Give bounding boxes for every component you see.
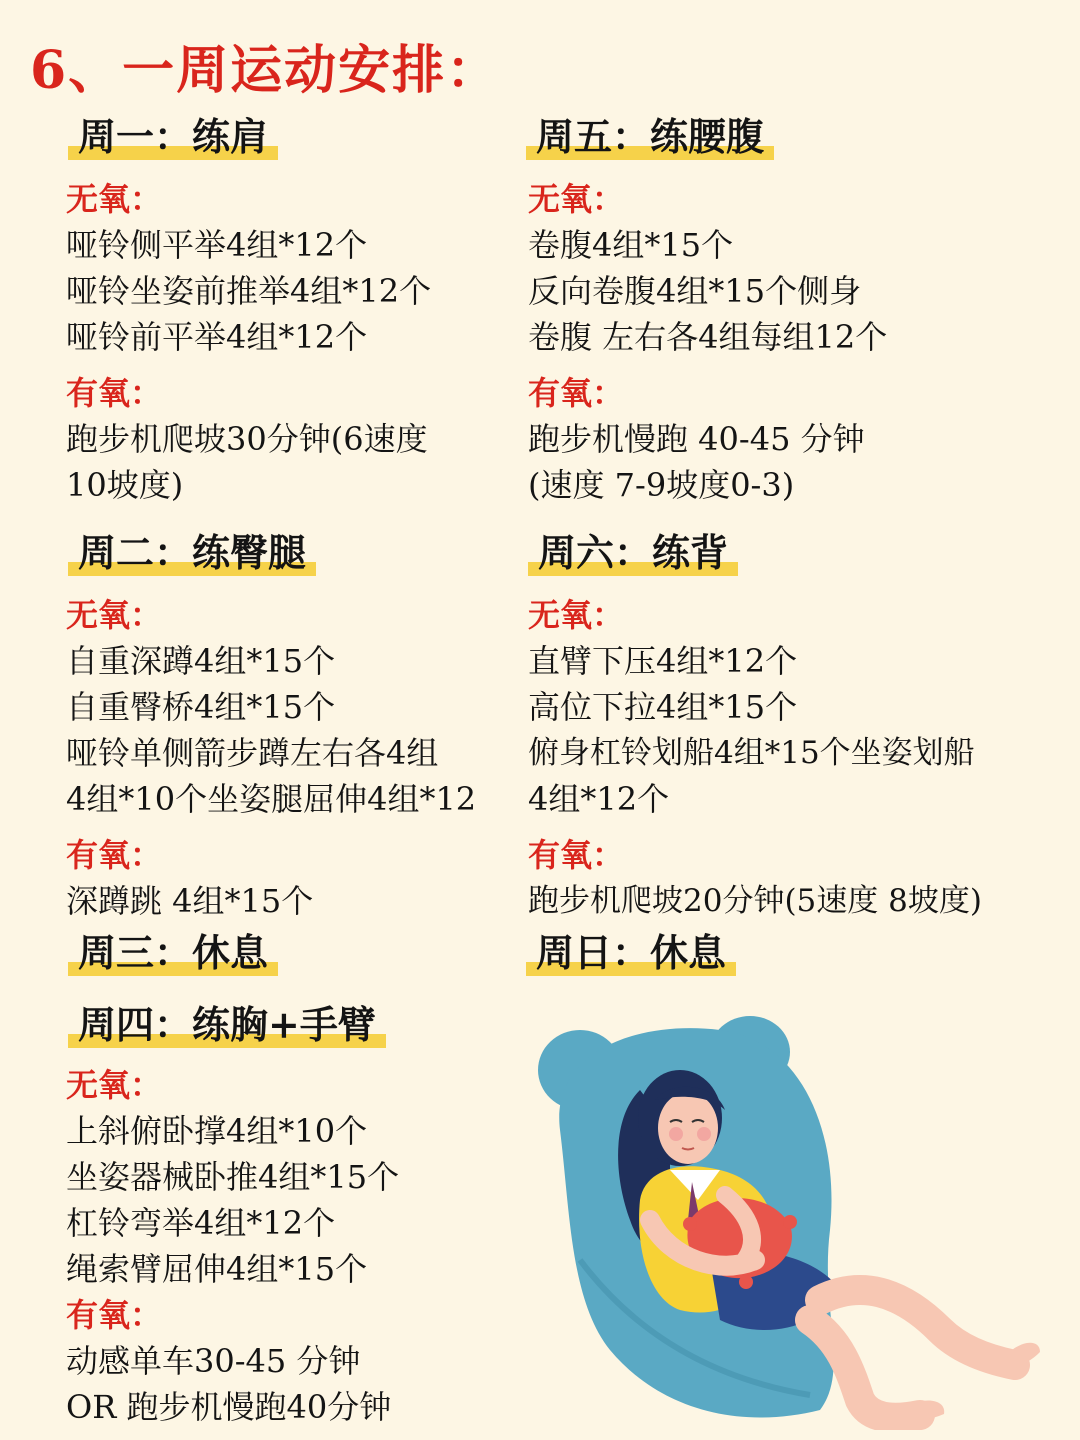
- day-friday: [526, 110, 774, 164]
- exercise-line: 哑铃侧平举4组*12个: [66, 226, 368, 264]
- aerobic-label: 有氧：: [66, 374, 163, 412]
- monday-content: [66, 176, 431, 508]
- exercise-line: 直臂下压4组*12个: [528, 642, 798, 680]
- exercise-line: 上斜俯卧撑4组*10个: [66, 1112, 368, 1150]
- tuesday-content: [66, 592, 476, 924]
- exercise-line: 哑铃前平举4组*12个: [66, 318, 368, 356]
- aerobic-label: 有氧：: [66, 836, 163, 874]
- day-tuesday: [68, 526, 316, 580]
- anaerobic-label: 无氧：: [528, 596, 625, 634]
- anaerobic-label: 无氧：: [66, 1066, 163, 1104]
- exercise-line: (速度 7-9坡度0-3): [528, 466, 795, 504]
- exercise-line: 动感单车30-45 分钟: [66, 1342, 361, 1380]
- day-heading-sunday: 周日：休息: [526, 926, 736, 980]
- saturday-content: [528, 592, 982, 924]
- resting-girl-illustration: [520, 1010, 1060, 1430]
- day-heading-tuesday: 周二：练臀腿: [68, 526, 316, 580]
- exercise-line: 坐姿器械卧推4组*15个: [66, 1158, 400, 1196]
- aerobic-label: 有氧：: [528, 374, 625, 412]
- exercise-line: 杠铃弯举4组*12个: [66, 1204, 336, 1242]
- day-heading-friday: 周五：练腰腹: [526, 110, 774, 164]
- exercise-line: 哑铃坐姿前推举4组*12个: [66, 272, 432, 310]
- aerobic-label: 有氧：: [66, 1296, 163, 1334]
- page-title: 6、一周运动安排：: [30, 40, 501, 101]
- thursday-content: [66, 1062, 399, 1430]
- exercise-line: 卷腹 左右各4组每组12个: [528, 318, 888, 356]
- anaerobic-label: 无氧：: [66, 596, 163, 634]
- exercise-line: 深蹲跳 4组*15个: [66, 882, 314, 920]
- day-heading-thursday: 周四：练胸+手臂: [68, 998, 386, 1052]
- day-sunday: [526, 926, 736, 980]
- anaerobic-label: 无氧：: [66, 180, 163, 218]
- exercise-line: OR 跑步机慢跑40分钟: [66, 1388, 392, 1426]
- day-heading-monday: 周一：练肩: [68, 110, 278, 164]
- day-heading-saturday: 周六：练背: [528, 526, 738, 580]
- aerobic-label: 有氧：: [528, 836, 625, 874]
- exercise-line: 10坡度): [66, 466, 184, 504]
- exercise-line: 4组*10个坐姿腿屈伸4组*12: [66, 780, 477, 818]
- friday-content: [528, 176, 887, 508]
- exercise-line: 自重深蹲4组*15个: [66, 642, 336, 680]
- exercise-line: 自重臀桥4组*15个: [66, 688, 336, 726]
- exercise-line: 跑步机慢跑 40-45 分钟: [528, 420, 865, 458]
- exercise-line: 绳索臂屈伸4组*15个: [66, 1250, 368, 1288]
- exercise-line: 卷腹4组*15个: [528, 226, 734, 264]
- anaerobic-label: 无氧：: [528, 180, 625, 218]
- day-wednesday: [68, 926, 278, 980]
- exercise-line: 跑步机爬坡20分钟(5速度 8坡度): [528, 883, 982, 919]
- day-saturday: [528, 526, 738, 580]
- exercise-line: 4组*12个: [528, 780, 670, 818]
- day-monday: [68, 110, 278, 164]
- exercise-line: 高位下拉4组*15个: [528, 688, 798, 726]
- exercise-line: 俯身杠铃划船4组*15个坐姿划船: [528, 735, 975, 771]
- exercise-line: 跑步机爬坡30分钟(6速度: [66, 420, 428, 458]
- exercise-line: 反向卷腹4组*15个侧身: [528, 272, 862, 310]
- day-thursday: [68, 998, 386, 1052]
- exercise-line: 哑铃单侧箭步蹲左右各4组: [66, 734, 439, 772]
- day-heading-wednesday: 周三：休息: [68, 926, 278, 980]
